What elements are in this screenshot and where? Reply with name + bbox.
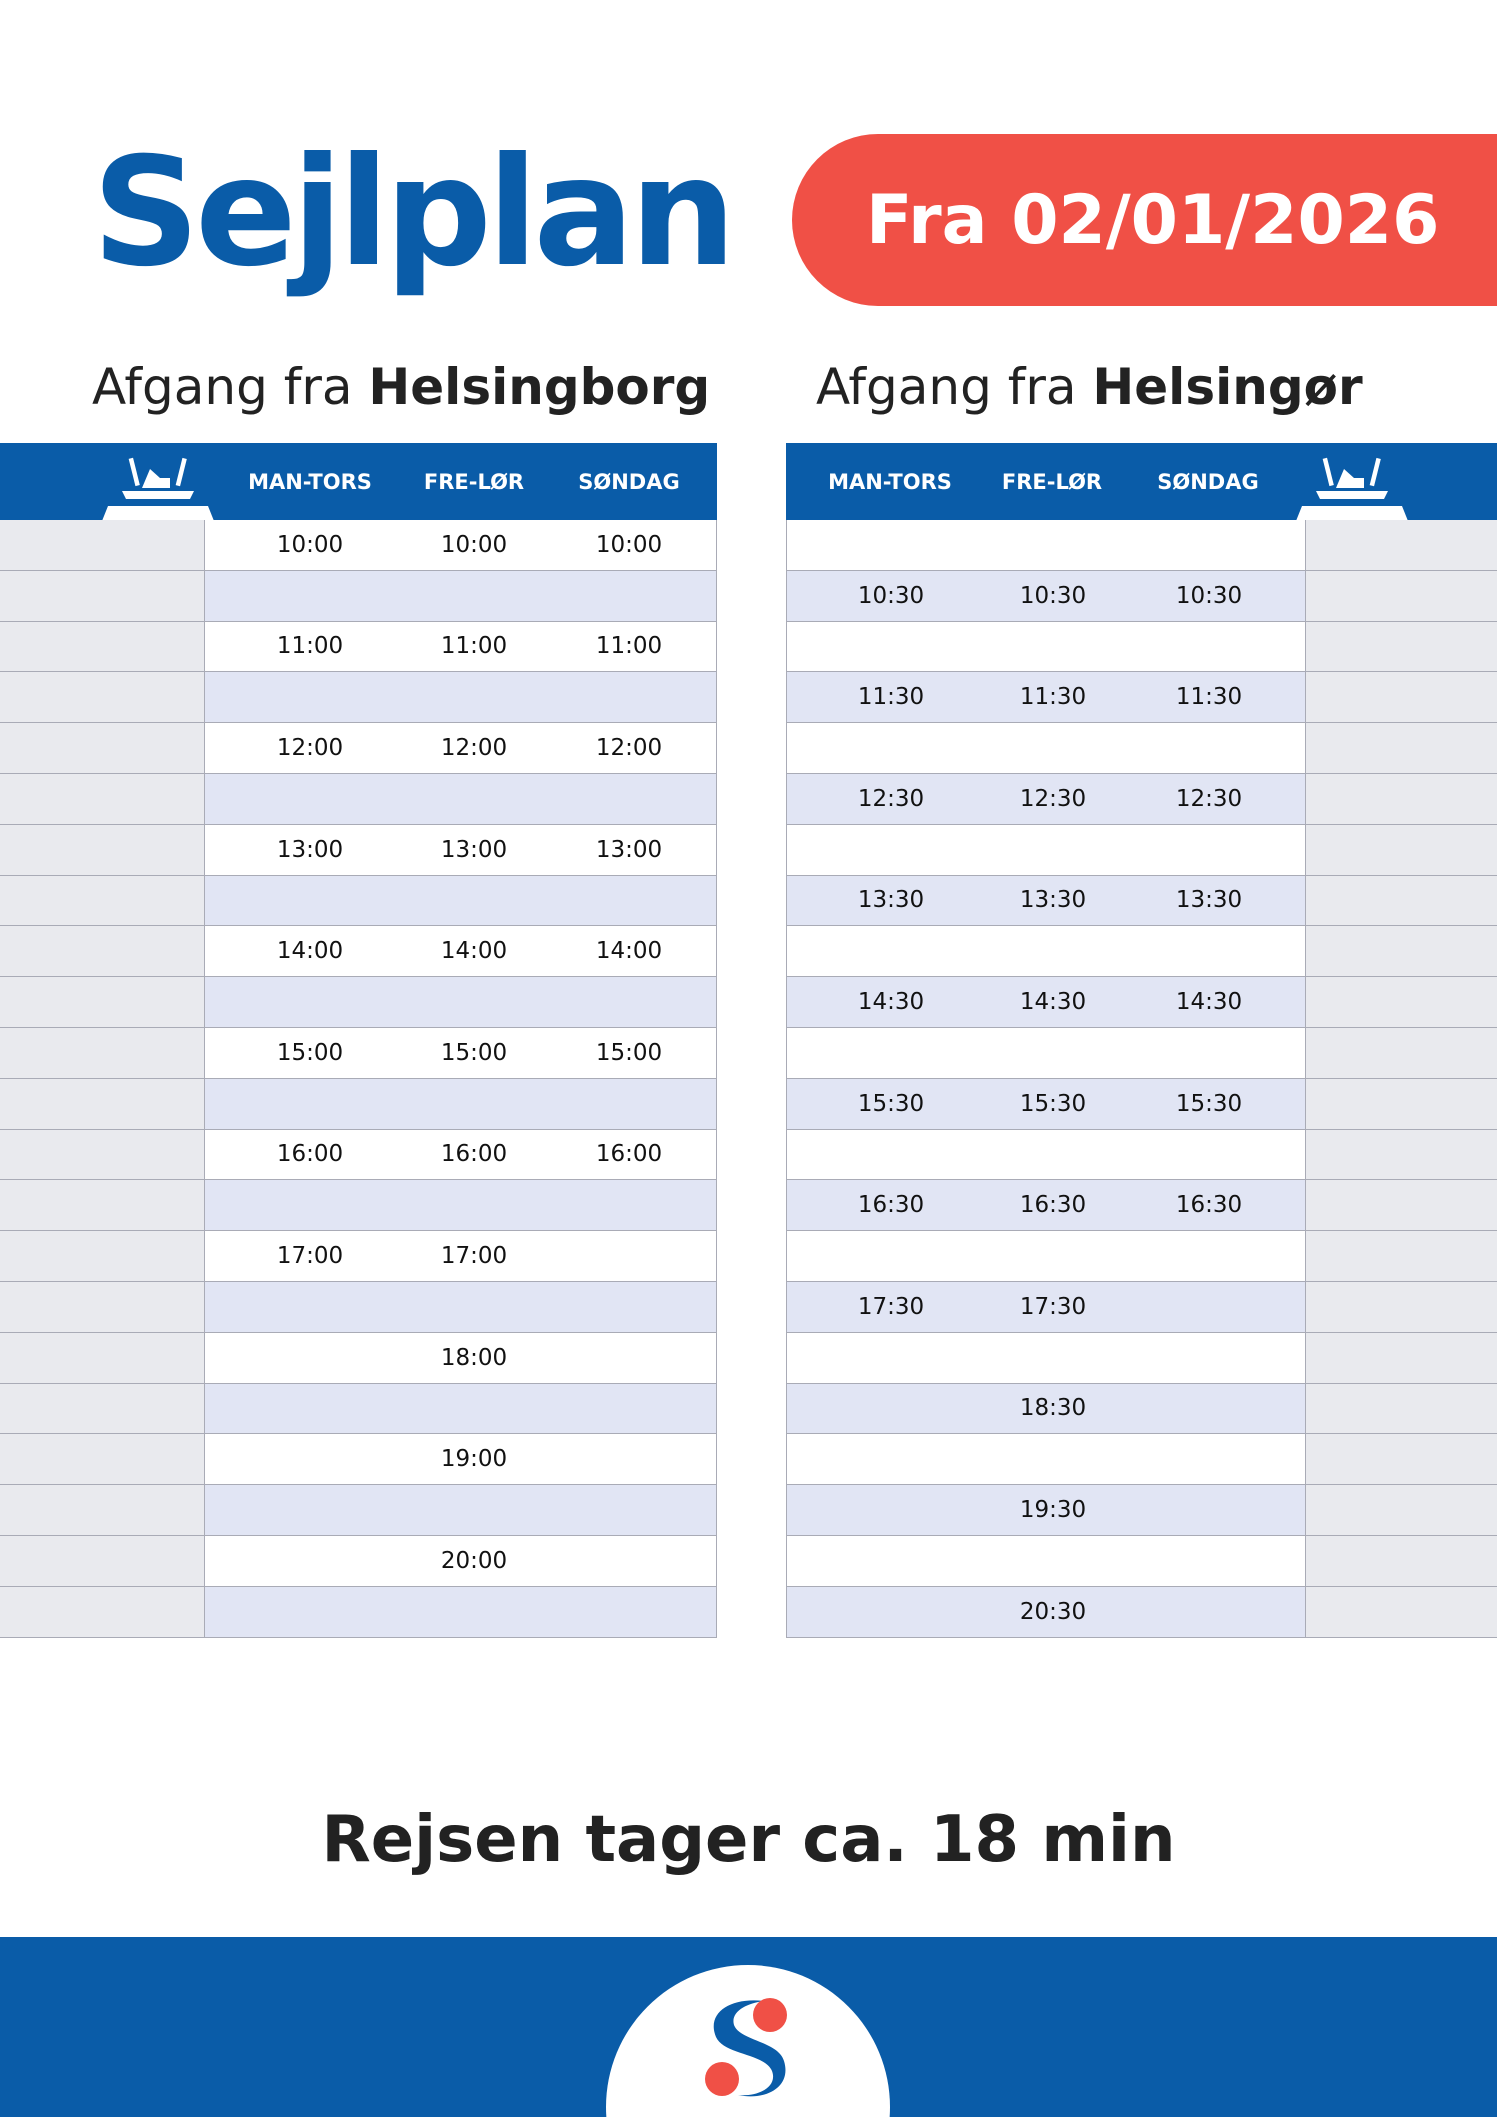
departure-time-fre-lor: 17:30	[1019, 1293, 1087, 1320]
table-row	[786, 977, 1497, 1028]
row-spacer	[1305, 1130, 1497, 1180]
row-spacer	[1305, 1384, 1497, 1434]
row-times	[786, 1587, 1305, 1637]
row-times	[205, 1079, 717, 1129]
departure-time-sondag	[531, 876, 727, 926]
table-row	[786, 1485, 1497, 1536]
table-row	[786, 1180, 1497, 1231]
departure-time-sondag	[1111, 1130, 1307, 1180]
table-row	[0, 926, 717, 977]
departure-time-sondag: 16:00	[595, 1141, 663, 1168]
row-spacer	[0, 1384, 205, 1434]
row-times	[205, 926, 717, 976]
departure-time-man-tors: 15:30	[857, 1090, 925, 1117]
timetable-helsingborg	[0, 443, 717, 1638]
row-spacer	[1305, 825, 1497, 875]
departure-time-fre-lor: 14:00	[440, 938, 508, 965]
row-spacer	[0, 1587, 205, 1637]
table-row	[0, 1180, 717, 1231]
scandlines-logo-icon	[692, 1989, 804, 2101]
departure-time-sondag: 14:00	[595, 938, 663, 965]
departure-time-fre-lor: 17:00	[440, 1243, 508, 1270]
departure-time-sondag	[531, 774, 727, 824]
row-times	[786, 1282, 1305, 1332]
row-spacer	[1305, 520, 1497, 570]
row-spacer	[0, 571, 205, 621]
departure-time-man-tors: 12:30	[857, 785, 925, 812]
table-row	[0, 1384, 717, 1435]
departure-time-sondag: 10:30	[1175, 582, 1243, 609]
departure-time-man-tors: 17:30	[857, 1293, 925, 1320]
departure-time-fre-lor: 10:30	[1019, 582, 1087, 609]
departure-time-fre-lor: 12:30	[1019, 785, 1087, 812]
departure-time-sondag	[1111, 1434, 1307, 1484]
row-times	[205, 1028, 717, 1078]
row-times	[205, 977, 717, 1027]
row-times	[786, 520, 1305, 570]
departure-time-sondag: 14:30	[1175, 989, 1243, 1016]
departure-time-sondag	[531, 1180, 727, 1230]
row-spacer	[0, 1180, 205, 1230]
departure-time-sondag	[1111, 926, 1307, 976]
departure-time-sondag: 13:00	[595, 836, 663, 863]
table-row	[786, 672, 1497, 723]
section-heading-helsingor	[816, 358, 1363, 416]
departure-time-sondag	[531, 1333, 727, 1383]
table-row	[0, 774, 717, 825]
departure-time-man-tors: 17:00	[276, 1243, 344, 1270]
departure-time-fre-lor: 11:30	[1019, 684, 1087, 711]
row-spacer	[0, 723, 205, 773]
row-times	[205, 1231, 717, 1281]
departure-time-sondag	[531, 672, 727, 722]
row-times	[786, 1536, 1305, 1586]
departure-time-sondag	[1111, 520, 1307, 570]
row-spacer	[1305, 774, 1497, 824]
row-spacer	[0, 520, 205, 570]
departure-time-fre-lor: 18:00	[440, 1344, 508, 1371]
row-spacer	[0, 622, 205, 672]
row-times	[786, 672, 1305, 722]
table-row	[0, 1485, 717, 1536]
row-times	[205, 1485, 717, 1535]
departure-time-man-tors: 10:30	[857, 582, 925, 609]
departure-time-sondag: 16:30	[1175, 1192, 1243, 1219]
table-row	[0, 1587, 717, 1638]
row-spacer	[0, 1079, 205, 1129]
departure-time-fre-lor: 16:00	[440, 1141, 508, 1168]
row-spacer	[0, 1485, 205, 1535]
row-times	[786, 571, 1305, 621]
table-row	[786, 774, 1497, 825]
table-row	[0, 825, 717, 876]
row-times	[786, 876, 1305, 926]
departure-time-man-tors: 16:30	[857, 1192, 925, 1219]
table-row	[786, 1384, 1497, 1435]
departure-time-fre-lor: 14:30	[1019, 989, 1087, 1016]
departure-time-sondag	[1111, 1384, 1307, 1434]
departure-time-sondag	[531, 1587, 727, 1637]
row-spacer	[0, 1130, 205, 1180]
row-times	[205, 1587, 717, 1637]
row-spacer	[1305, 977, 1497, 1027]
table-row	[786, 622, 1497, 673]
row-times	[205, 520, 717, 570]
ferry-icon	[102, 455, 214, 521]
row-times	[205, 774, 717, 824]
departure-time-sondag	[1111, 1282, 1307, 1332]
table-row	[786, 825, 1497, 876]
departure-time-fre-lor: 13:30	[1019, 887, 1087, 914]
departure-time-man-tors: 15:00	[276, 1039, 344, 1066]
row-spacer	[1305, 1028, 1497, 1078]
row-spacer	[0, 977, 205, 1027]
departure-time-sondag: 11:30	[1175, 684, 1243, 711]
row-spacer	[0, 672, 205, 722]
row-spacer	[0, 825, 205, 875]
departure-time-fre-lor: 20:30	[1019, 1598, 1087, 1625]
departure-time-man-tors: 13:30	[857, 887, 925, 914]
row-times	[786, 1028, 1305, 1078]
table-row	[786, 926, 1497, 977]
departure-time-sondag: 12:00	[595, 735, 663, 762]
section-prefix: Afgang fra	[92, 358, 369, 416]
row-spacer	[1305, 723, 1497, 773]
departure-time-fre-lor: 13:00	[440, 836, 508, 863]
page-title: Sejlplan	[92, 126, 732, 300]
departure-time-fre-lor: 11:00	[440, 633, 508, 660]
departure-time-sondag	[531, 1282, 727, 1332]
table-row	[786, 1231, 1497, 1282]
table-row	[0, 622, 717, 673]
table-row	[786, 1434, 1497, 1485]
departure-time-man-tors: 12:00	[276, 735, 344, 762]
row-times	[205, 723, 717, 773]
departure-time-sondag: 11:00	[595, 633, 663, 660]
logo-badge	[606, 1965, 890, 2117]
row-times	[205, 1384, 717, 1434]
departure-time-sondag	[1111, 1231, 1307, 1281]
section-heading-helsingborg	[92, 358, 711, 416]
row-times	[786, 1333, 1305, 1383]
table-row	[0, 723, 717, 774]
row-times	[205, 571, 717, 621]
departure-time-sondag: 13:30	[1175, 887, 1243, 914]
table-row	[786, 1130, 1497, 1181]
row-spacer	[1305, 571, 1497, 621]
table-row	[0, 1079, 717, 1130]
table-row	[786, 1587, 1497, 1638]
row-spacer	[0, 1282, 205, 1332]
row-spacer	[1305, 1079, 1497, 1129]
row-times	[205, 1180, 717, 1230]
departure-time-sondag	[531, 1079, 727, 1129]
table-row	[0, 520, 717, 571]
departure-time-fre-lor: 15:30	[1019, 1090, 1087, 1117]
valid-from-badge	[792, 134, 1497, 306]
table-row	[786, 1079, 1497, 1130]
table-row	[0, 1333, 717, 1384]
departure-time-sondag	[531, 1434, 727, 1484]
table-row	[786, 723, 1497, 774]
row-times	[786, 622, 1305, 672]
table-row	[786, 1536, 1497, 1587]
departure-time-man-tors: 11:00	[276, 633, 344, 660]
departure-time-sondag	[1111, 723, 1307, 773]
table-row	[786, 1282, 1497, 1333]
departure-time-sondag	[531, 977, 727, 1027]
table-body	[0, 520, 717, 1638]
row-times	[786, 926, 1305, 976]
row-times	[205, 1333, 717, 1383]
departure-time-sondag	[531, 1536, 727, 1586]
col-header-sondag: SØNDAG	[1157, 469, 1259, 494]
row-times	[205, 1282, 717, 1332]
departure-time-man-tors: 13:00	[276, 836, 344, 863]
row-times	[786, 774, 1305, 824]
row-spacer	[0, 1028, 205, 1078]
departure-time-sondag	[1111, 1587, 1307, 1637]
departure-time-sondag	[1111, 1536, 1307, 1586]
row-times	[786, 825, 1305, 875]
departure-time-sondag: 15:00	[595, 1039, 663, 1066]
departure-time-man-tors: 16:00	[276, 1141, 344, 1168]
valid-from-label: Fra 02/01/2026	[866, 180, 1440, 260]
row-spacer	[1305, 1434, 1497, 1484]
table-row	[786, 571, 1497, 622]
col-header-fre-lor: FRE-LØR	[1001, 469, 1103, 494]
section-prefix: Afgang fra	[816, 358, 1093, 416]
departure-time-sondag	[1111, 1333, 1307, 1383]
row-times	[205, 1536, 717, 1586]
departure-time-fre-lor: 19:30	[1019, 1497, 1087, 1524]
table-row	[0, 672, 717, 723]
row-times	[205, 672, 717, 722]
table-header	[0, 443, 717, 520]
departure-time-man-tors: 11:30	[857, 684, 925, 711]
departure-time-sondag	[531, 1485, 727, 1535]
row-spacer	[1305, 1180, 1497, 1230]
departure-time-fre-lor: 20:00	[440, 1547, 508, 1574]
departure-time-sondag: 10:00	[595, 531, 663, 558]
section-city: Helsingør	[1092, 358, 1363, 416]
table-row	[786, 876, 1497, 927]
table-row	[0, 876, 717, 927]
col-header-man-tors: MAN-TORS	[828, 469, 952, 494]
row-spacer	[0, 1536, 205, 1586]
table-row	[0, 1231, 717, 1282]
departure-time-sondag: 15:30	[1175, 1090, 1243, 1117]
departure-time-fre-lor: 12:00	[440, 735, 508, 762]
table-row	[0, 977, 717, 1028]
departure-time-sondag	[1111, 622, 1307, 672]
departure-time-fre-lor: 18:30	[1019, 1395, 1087, 1422]
table-header	[786, 443, 1497, 520]
departure-time-man-tors: 10:00	[276, 531, 344, 558]
row-times	[205, 622, 717, 672]
departure-time-sondag	[531, 1231, 727, 1281]
col-header-man-tors: MAN-TORS	[248, 469, 372, 494]
journey-duration: Rejsen tager ca. 18 min	[321, 1803, 1176, 1877]
row-times	[786, 723, 1305, 773]
table-body	[786, 520, 1497, 1638]
table-row	[786, 520, 1497, 571]
row-times	[786, 1485, 1305, 1535]
row-spacer	[1305, 1536, 1497, 1586]
departure-time-sondag	[1111, 1028, 1307, 1078]
row-times	[205, 825, 717, 875]
departure-time-sondag	[531, 571, 727, 621]
row-spacer	[0, 876, 205, 926]
col-header-fre-lor: FRE-LØR	[423, 469, 525, 494]
table-row	[0, 571, 717, 622]
table-row	[0, 1536, 717, 1587]
departure-time-sondag	[1111, 825, 1307, 875]
row-spacer	[0, 774, 205, 824]
departure-time-fre-lor: 15:00	[440, 1039, 508, 1066]
row-spacer	[1305, 1333, 1497, 1383]
departure-time-man-tors: 14:00	[276, 938, 344, 965]
table-row	[786, 1333, 1497, 1384]
section-city: Helsingborg	[368, 358, 711, 416]
departure-time-fre-lor: 19:00	[440, 1446, 508, 1473]
row-spacer	[0, 1231, 205, 1281]
footer-band	[0, 1937, 1497, 2117]
row-times	[786, 1079, 1305, 1129]
row-times	[205, 876, 717, 926]
row-times	[786, 1231, 1305, 1281]
row-times	[786, 1130, 1305, 1180]
timetable-helsingor	[786, 443, 1497, 1638]
table-row	[0, 1282, 717, 1333]
table-row	[0, 1028, 717, 1079]
departure-time-sondag	[531, 1384, 727, 1434]
row-times	[205, 1434, 717, 1484]
row-times	[786, 1384, 1305, 1434]
row-spacer	[0, 1434, 205, 1484]
row-spacer	[1305, 926, 1497, 976]
row-spacer	[0, 926, 205, 976]
row-spacer	[1305, 1231, 1497, 1281]
row-spacer	[0, 1333, 205, 1383]
departure-time-sondag	[1111, 1485, 1307, 1535]
row-times	[205, 1130, 717, 1180]
row-spacer	[1305, 1587, 1497, 1637]
departure-time-fre-lor: 10:00	[440, 531, 508, 558]
row-spacer	[1305, 876, 1497, 926]
row-spacer	[1305, 622, 1497, 672]
table-row	[0, 1130, 717, 1181]
row-times	[786, 1434, 1305, 1484]
col-header-sondag: SØNDAG	[578, 469, 680, 494]
row-spacer	[1305, 1282, 1497, 1332]
departure-time-man-tors: 14:30	[857, 989, 925, 1016]
departure-time-fre-lor: 16:30	[1019, 1192, 1087, 1219]
row-times	[786, 977, 1305, 1027]
table-row	[786, 1028, 1497, 1079]
row-spacer	[1305, 1485, 1497, 1535]
row-times	[786, 1180, 1305, 1230]
table-row	[0, 1434, 717, 1485]
ferry-icon	[1296, 455, 1408, 521]
departure-time-sondag: 12:30	[1175, 785, 1243, 812]
row-spacer	[1305, 672, 1497, 722]
